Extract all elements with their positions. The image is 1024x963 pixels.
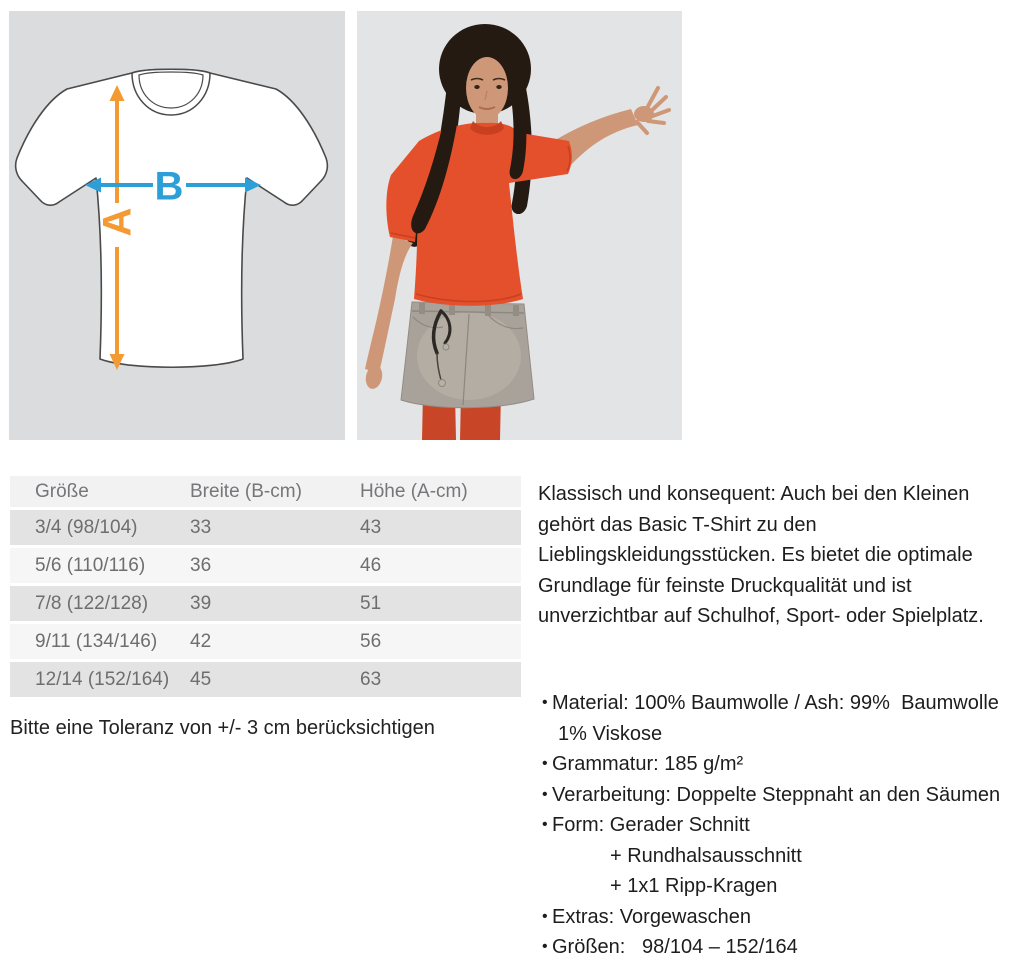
bullet-marker-icon: • — [542, 755, 548, 772]
cell-height: 51 — [360, 592, 382, 614]
bullet-item — [538, 780, 1024, 811]
table-row — [10, 510, 521, 545]
bullet-text: 1% Viskose — [558, 722, 663, 745]
table-header-row — [10, 476, 521, 507]
model-photo-image[interactable] — [357, 11, 682, 440]
cell-height: 56 — [360, 630, 382, 652]
description-line: gehört das Basic T-Shirt zu den — [538, 513, 817, 536]
col-header-groesse: Größe — [35, 480, 89, 502]
bullet-text: Form: Gerader Schnitt — [552, 814, 750, 836]
size-diagram-image[interactable] — [9, 11, 345, 440]
tolerance-note: Bitte eine Toleranz von +/- 3 cm berücksichtigen — [10, 717, 435, 739]
bullet-marker-icon: • — [542, 938, 548, 955]
description-line: Lieblingskleidungsstücken. Es bietet die optimale — [538, 544, 973, 566]
cell-size: 3/4 (98/104) — [35, 516, 138, 538]
size-diagram-svg — [9, 11, 345, 440]
description-line: unverzichtbar auf Schulhof, Sport- oder Spielplatz. — [538, 605, 984, 627]
bullet-item — [538, 688, 1024, 719]
model-photo-svg — [357, 11, 682, 440]
bullet-marker-icon: • — [542, 907, 548, 925]
bullet-marker-icon: • — [542, 816, 548, 833]
table-row — [10, 586, 521, 621]
bullet-text: Grammatur: 185 g/m² — [552, 753, 744, 775]
cell-size: 9/11 (134/146) — [35, 630, 158, 652]
table-row — [10, 548, 521, 583]
bullet-item-sub — [538, 871, 1024, 902]
bullet-marker-icon: • — [542, 785, 548, 803]
bullet-item — [538, 749, 1024, 780]
bullet-text: Verarbeitung: Doppelte Steppnaht an den Säumen — [552, 783, 1001, 806]
table-row — [10, 624, 521, 659]
cell-height: 43 — [360, 516, 382, 538]
bullet-item — [538, 902, 1024, 933]
bullet-item-continuation — [538, 719, 1024, 750]
bullet-item-sub — [538, 841, 1024, 872]
bullet-text: Größen: 98/104 – 152/164 — [552, 936, 798, 958]
bullet-marker-icon — [538, 719, 552, 750]
bullet-item — [538, 932, 1024, 963]
cell-width: 33 — [190, 516, 212, 538]
cell-width: 39 — [190, 592, 212, 614]
description-line: Klassisch und konsequent: Auch bei den Kleinen — [538, 483, 970, 505]
bullet-marker-icon: • — [542, 694, 548, 711]
col-header-hoehe: Höhe (A-cm) — [360, 480, 468, 502]
bullet-text: + Rundhalsausschnitt — [610, 844, 802, 867]
cell-height: 63 — [360, 668, 382, 690]
description-line: Grundlage für feinste Druckqualität und ist — [538, 574, 912, 597]
product-description — [538, 479, 1024, 632]
cell-size: 7/8 (122/128) — [35, 592, 149, 614]
label-b: B — [154, 164, 184, 209]
bullet-marker-icon — [538, 841, 552, 872]
size-table — [10, 476, 521, 700]
cell-size: 12/14 (152/164) — [35, 668, 170, 690]
bullet-item — [538, 810, 1024, 841]
cell-width: 45 — [190, 668, 212, 690]
product-feature-list — [538, 688, 1024, 963]
label-a: A — [95, 207, 140, 237]
col-header-breite: Breite (B-cm) — [190, 480, 302, 502]
bullet-text: Material: 100% Baumwolle / Ash: 99% Baumwolle — [552, 692, 999, 714]
bullet-marker-icon — [538, 871, 552, 902]
cell-width: 36 — [190, 554, 212, 576]
bullet-text: + 1x1 Ripp-Kragen — [610, 875, 778, 897]
table-row — [10, 662, 521, 697]
cell-height: 46 — [360, 554, 382, 576]
cell-size: 5/6 (110/116) — [35, 554, 146, 576]
cell-width: 42 — [190, 630, 212, 652]
bullet-text: Extras: Vorgewaschen — [552, 905, 751, 928]
